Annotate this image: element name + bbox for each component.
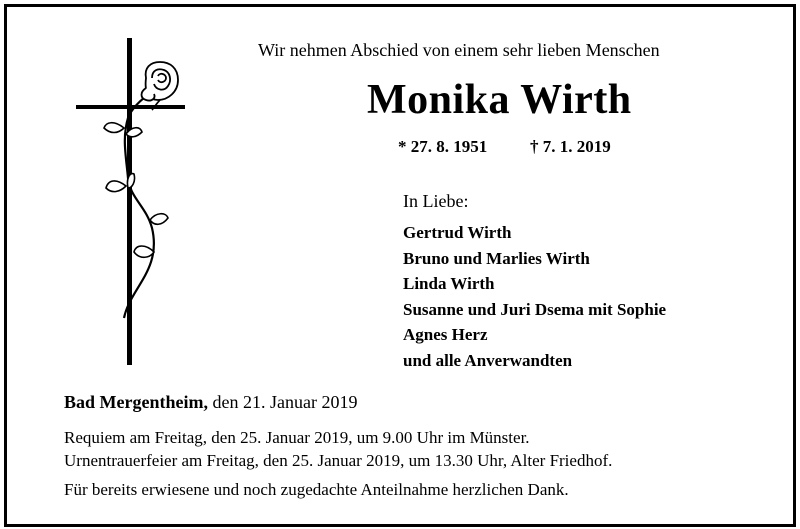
place-date-line [64, 392, 357, 413]
family-member: Linda Wirth [403, 274, 495, 293]
family-member: Agnes Herz [403, 325, 488, 344]
notice-date: den 21. Januar 2019 [207, 392, 358, 412]
thanks-text: Für bereits erwiesene und noch zugedachte Anteilnahme herzlichen Dank. [64, 480, 569, 499]
requiem-text: Requiem am Freitag, den 25. Januar 2019, um 9.00 Uhr im Münster. [64, 428, 530, 447]
birth-date: * 27. 8. 1951 [398, 137, 488, 156]
family-member: Susanne und Juri Dsema mit Sophie [403, 299, 667, 319]
family-member: Gertrud Wirth [403, 223, 512, 242]
cross-with-rose-icon [70, 38, 195, 366]
family-member: Bruno und Marlies Wirth [403, 248, 590, 268]
intro-text: Wir nehmen Abschied von einem sehr lieben Menschen [258, 40, 660, 60]
death-date: † 7. 1. 2019 [530, 137, 611, 156]
family-list [403, 220, 666, 373]
deceased-name: Monika Wirth [367, 77, 632, 123]
place-name: Bad Mergentheim, [64, 392, 208, 412]
urn-service-text: Urnentrauerfeier am Freitag, den 25. Januar 2019, um 13.30 Uhr, Alter Friedhof. [64, 451, 613, 470]
service-info [64, 426, 612, 472]
in-love-label: In Liebe: [403, 191, 469, 211]
family-member: und alle Anverwandten [403, 350, 573, 370]
